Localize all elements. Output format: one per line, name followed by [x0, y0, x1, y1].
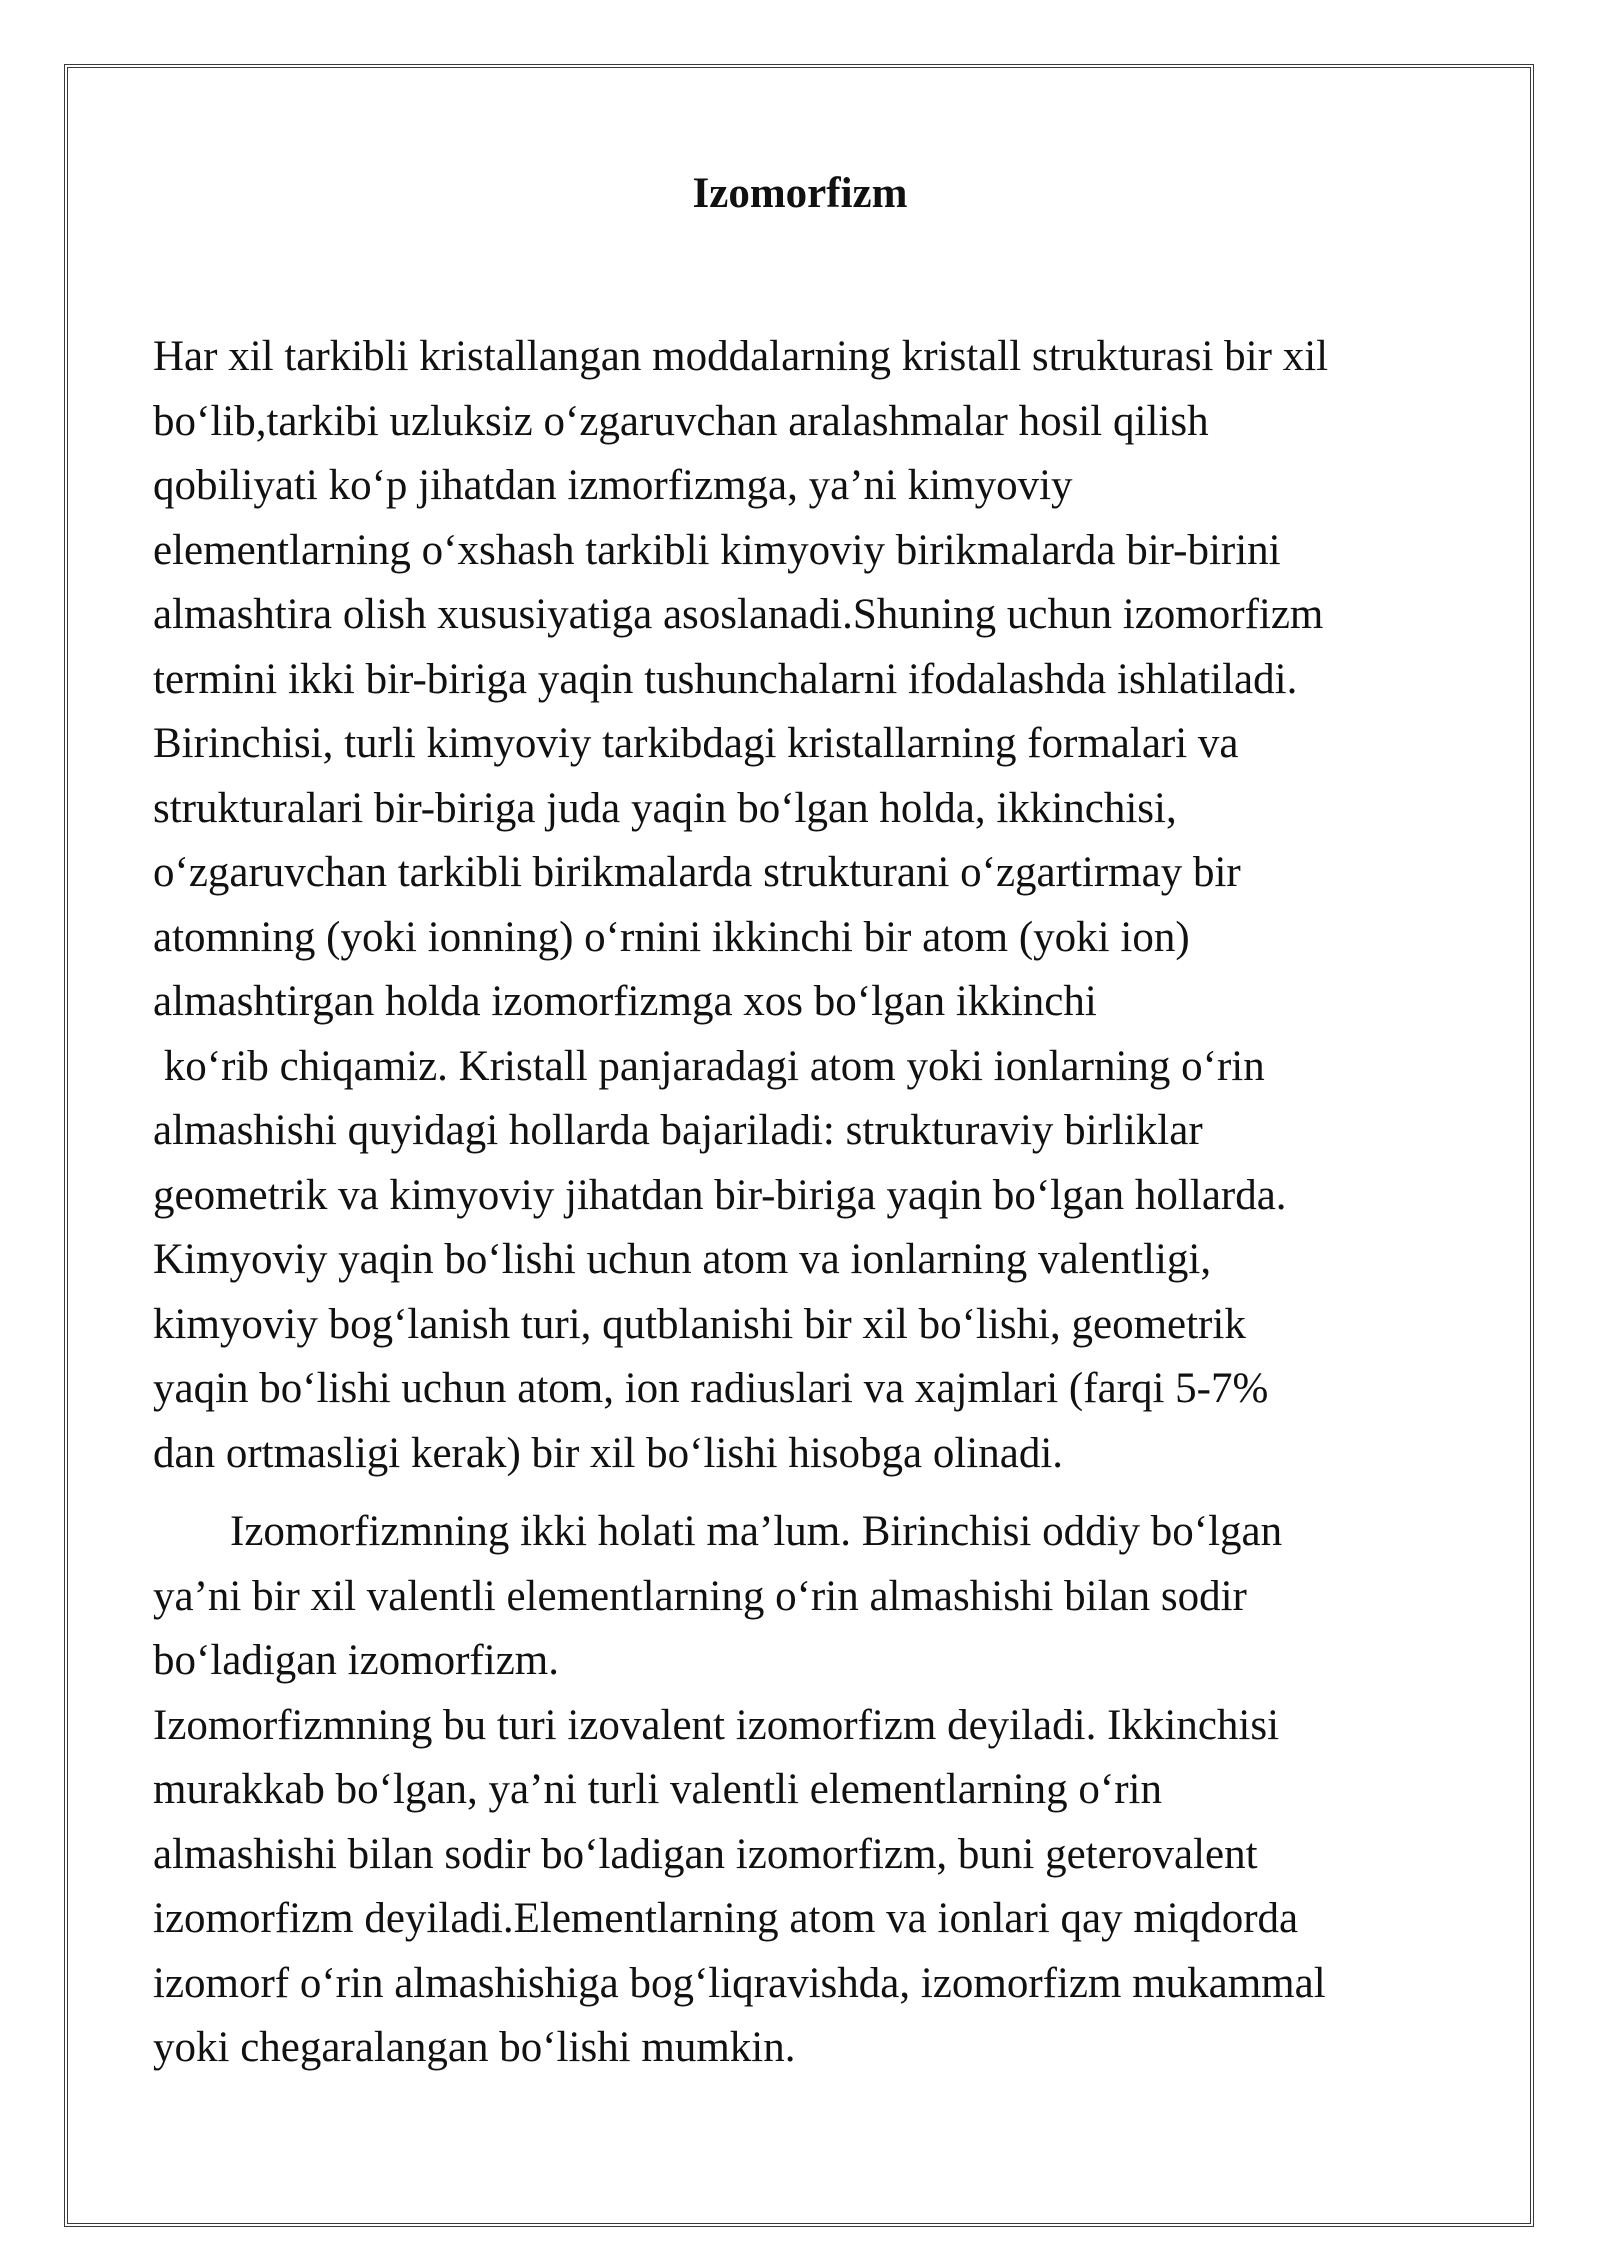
text-line: dan ortmasligi kerak) bir xil bo‘lishi hisobga olinadi.: [153, 1429, 1064, 1477]
text-line: Izomorfizmning bu turi izovalent izomorfizm deyiladi. Ikkinchisi: [153, 1701, 1280, 1749]
paragraph-2: [153, 1500, 1493, 1694]
paragraph-1: [153, 325, 1493, 1486]
text-line: izomorf o‘rin almashishiga bog‘liqravishda, izomorfizm mukammal: [153, 1959, 1326, 2007]
text-line: qobiliyati ko‘p jihatdan izmorfizmga, ya’ni kimyoviy: [153, 462, 1073, 509]
text-line: almashtira olish xususiyatiga asoslanadi.Shuning uchun izomorfizm: [153, 591, 1324, 638]
text-line: elementlarning o‘xshash tarkibli kimyoviy birikmalarda bir-birini: [153, 526, 1281, 574]
text-line: kimyoviy bog‘lanish turi, qutblanishi bir xil bo‘lishi, geometrik: [153, 1300, 1246, 1348]
text-line: bo‘lib,tarkibi uzluksiz o‘zgaruvchan aralashmalar hosil qilish: [153, 397, 1209, 445]
text-line: murakkab bo‘lgan, ya’ni turli valentli elementlarning o‘rin: [153, 1766, 1162, 1813]
text-line: yoki chegaralangan bo‘lishi mumkin.: [153, 2024, 796, 2071]
text-line: yaqin bo‘lishi uchun atom, ion radiuslari va xajmlari (farqi 5-7%: [153, 1365, 1269, 1412]
text-line: almashishi quyidagi hollarda bajariladi: strukturaviy birliklar: [153, 1107, 1203, 1154]
text-line: termini ikki bir-biriga yaqin tushunchalarni ifodalashda ishlatiladi.: [153, 655, 1298, 703]
text-line: Har xil tarkibli kristallangan moddalarning kristall strukturasi bir xil: [153, 333, 1329, 380]
text-line: geometrik va kimyoviy jihatdan bir-biriga yaqin bo‘lgan hollarda.: [153, 1171, 1287, 1219]
document-title: Izomorfizm: [692, 170, 908, 217]
text-line: strukturalari bir-biriga juda yaqin bo‘lgan holda, ikkinchisi,: [153, 784, 1177, 832]
text-line: Kimyoviy yaqin bo‘lishi uchun atom va ionlarning valentligi,: [153, 1236, 1212, 1283]
text-line: almashishi bilan sodir bo‘ladigan izomorfizm, buni geterovalent: [153, 1830, 1258, 1878]
text-line: ko‘rib chiqamiz. Kristall panjaradagi atom yoki ionlarning o‘rin: [153, 1042, 1265, 1090]
text-line: o‘zgaruvchan tarkibli birikmalarda strukturani o‘zgartirmay bir: [153, 849, 1241, 896]
text-line: bo‘ladigan izomorfizm.: [153, 1637, 559, 1684]
text-line: ya’ni bir xil valentli elementlarning o‘rin almashishi bilan sodir: [153, 1572, 1247, 1620]
text-line: almashtirgan holda izomorfizmga xos bo‘lgan ikkinchi: [153, 978, 1097, 1025]
text-line: izomorfizm deyiladi.Elementlarning atom va ionlari qay miqdorda: [153, 1895, 1299, 1942]
text-line: atomning (yoki ionning) o‘rnini ikkinchi bir atom (yoki ion): [153, 913, 1190, 961]
paragraph-3: [153, 1694, 1493, 2081]
text-line: Izomorfizmning ikki holati ma’lum. Birinchisi oddiy bo‘lgan: [230, 1508, 1283, 1555]
text-line: Birinchisi, turli kimyoviy tarkibdagi kristallarning formalari va: [153, 720, 1239, 767]
document-body: [153, 325, 1493, 2081]
